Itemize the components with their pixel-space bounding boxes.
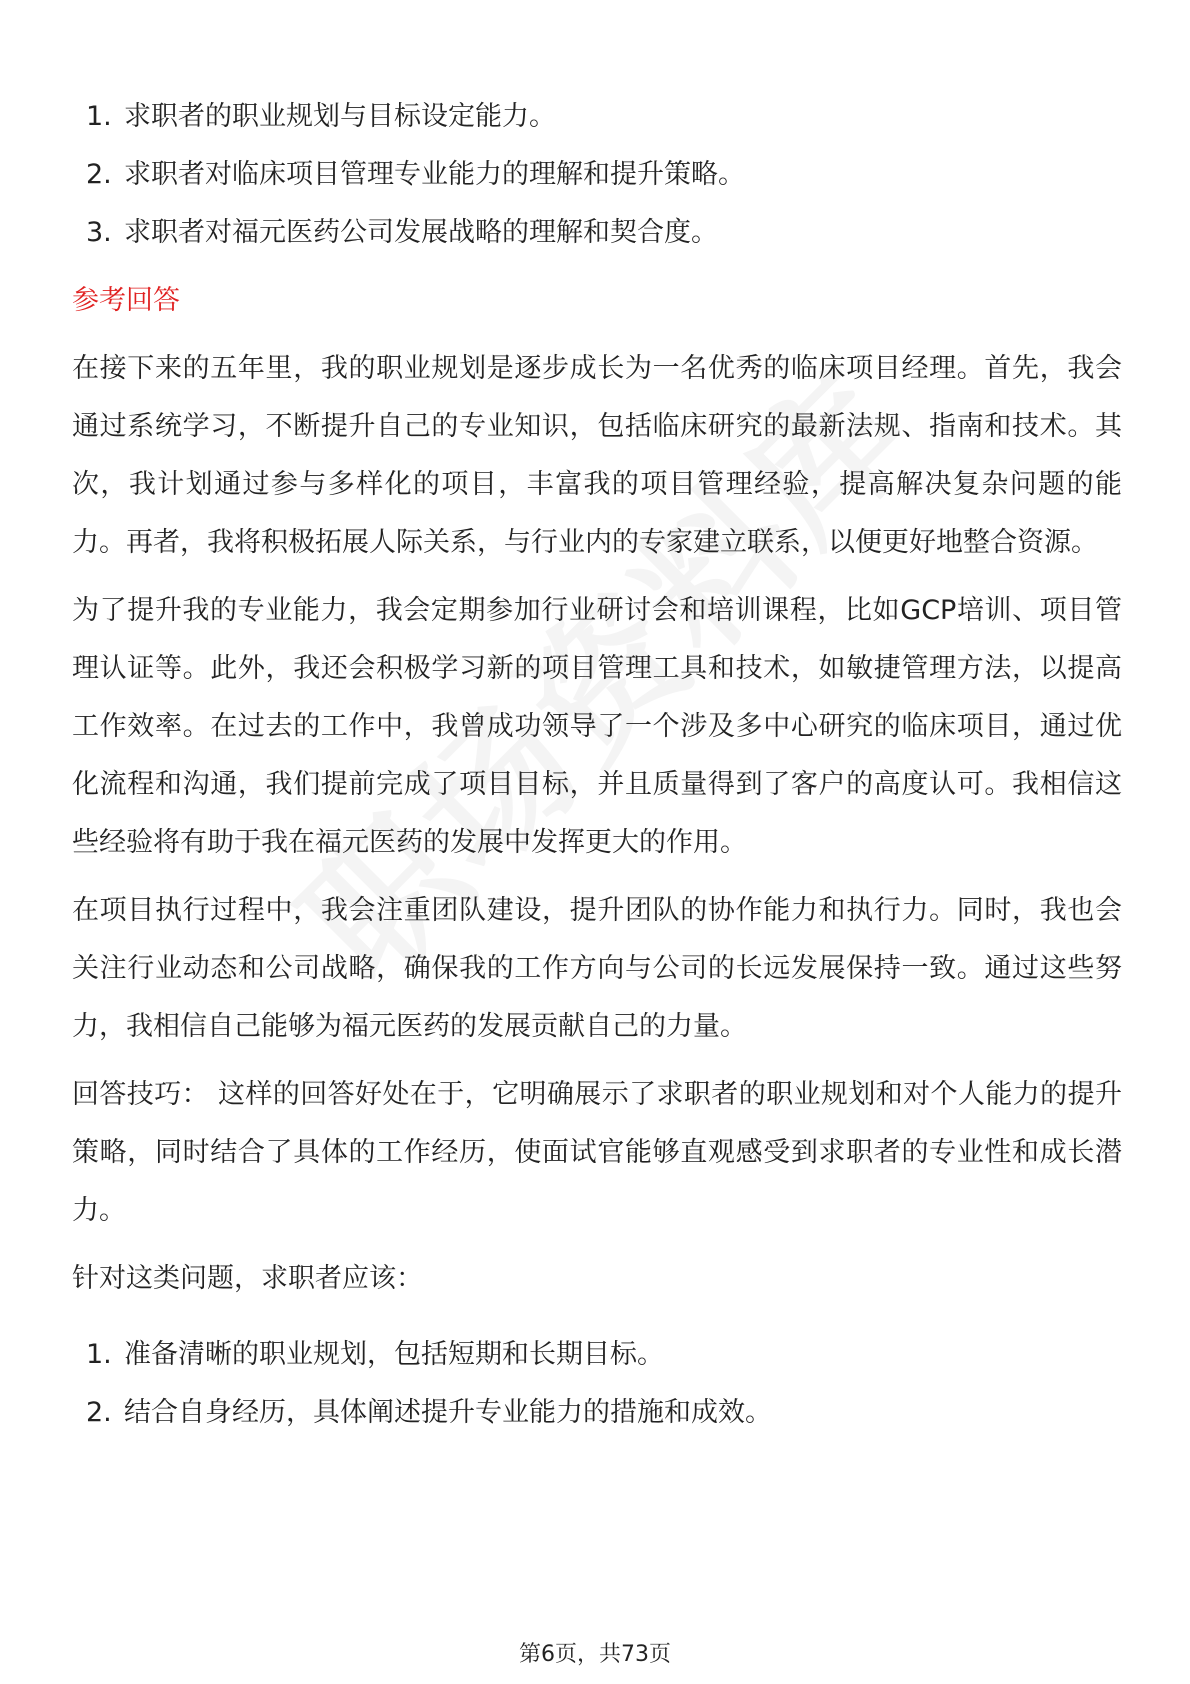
- page-number-footer: 第6页，共73页: [519, 1642, 671, 1667]
- list-item-text: 结合自身经历，具体阐述提升专业能力的措施和成效。: [124, 1397, 772, 1428]
- list-number: 2.: [86, 1397, 112, 1428]
- list-number: 1.: [86, 101, 112, 132]
- section-heading: 参考回答: [72, 285, 180, 316]
- list-item-text: 求职者对临床项目管理专业能力的理解和提升策略。: [124, 159, 745, 190]
- list-number: 3.: [86, 217, 112, 248]
- list-number: 2.: [86, 159, 112, 190]
- list-item: [72, 146, 1122, 204]
- answer-paragraph-2: 为了提升我的专业能力，我会定期参加行业研讨会和培训课程，比如GCP培训、项目管理认证等。此外，我还会积极学习新的项目管理工具和技术，如敏捷管理方法，以提高工作效率。在过去的工作中，我曾成功领导了一个涉及多中心研究的临床项目，通过优化流程和沟通，我们提前完成了项目目标，并且质量得到了客户的高度认可。我相信这些经验将有助于我在福元医药的发展中发挥更大的作用。: [72, 595, 1122, 858]
- list-item: [72, 88, 1122, 146]
- list-item-text: 准备清晰的职业规划，包括短期和长期目标。: [124, 1339, 664, 1370]
- page-content: [72, 88, 1122, 1442]
- answer-tips-paragraph: 回答技巧： 这样的回答好处在于，它明确展示了求职者的职业规划和对个人能力的提升策略，同时结合了具体的工作经历，使面试官能够直观感受到求职者的专业性和成长潜力。: [72, 1079, 1122, 1226]
- answer-paragraph-3: 在项目执行过程中，我会注重团队建设，提升团队的协作能力和执行力。同时，我也会关注行业动态和公司战略，确保我的工作方向与公司的长远发展保持一致。通过这些努力，我相信自己能够为福元医药的发展贡献自己的力量。: [72, 895, 1122, 1042]
- list-item: [72, 1326, 1122, 1384]
- bottom-numbered-list: [72, 1326, 1122, 1442]
- list-number: 1.: [86, 1339, 112, 1370]
- list-item: [72, 204, 1122, 262]
- advice-intro: 针对这类问题，求职者应该：: [72, 1263, 423, 1294]
- top-numbered-list: [72, 88, 1122, 262]
- list-item-text: 求职者对福元医药公司发展战略的理解和契合度。: [124, 217, 718, 248]
- answer-paragraph-1: 在接下来的五年里，我的职业规划是逐步成长为一名优秀的临床项目经理。首先，我会通过系统学习，不断提升自己的专业知识，包括临床研究的最新法规、指南和技术。其次，我计划通过参与多样化的项目，丰富我的项目管理经验，提高解决复杂问题的能力。再者，我将积极拓展人际关系，与行业内的专家建立联系，以便更好地整合资源。: [72, 353, 1122, 558]
- list-item: [72, 1384, 1122, 1442]
- list-item-text: 求职者的职业规划与目标设定能力。: [124, 101, 556, 132]
